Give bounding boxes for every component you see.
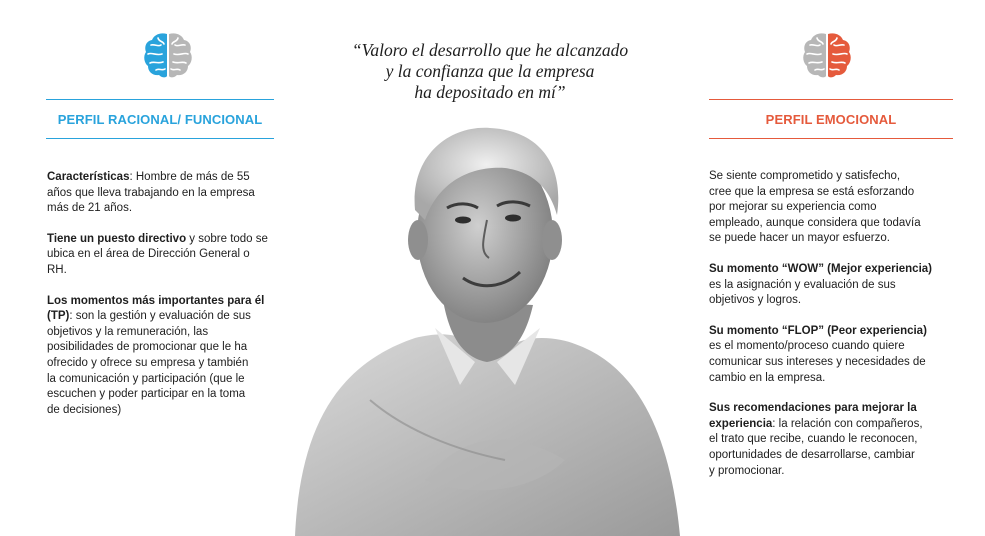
rational-profile-heading: PERFIL RACIONAL/ FUNCIONAL bbox=[57, 112, 263, 127]
quote-line: ha depositado en mí” bbox=[414, 82, 566, 102]
text-line: la comunicación y participación (que le bbox=[47, 372, 245, 385]
text-line: objetivos y la remuneración, las bbox=[47, 325, 209, 338]
text-line: RH. bbox=[47, 263, 67, 276]
text-line: es la asignación y evaluación de sus bbox=[709, 278, 896, 291]
heading-bottom-rule bbox=[709, 138, 953, 139]
text-line: : Hombre de más de 55 bbox=[129, 171, 250, 183]
text-line: cree que la empresa se está esforzando bbox=[709, 185, 915, 198]
characteristics-paragraph bbox=[47, 170, 287, 217]
text-line: : son la gestión y evaluación de sus bbox=[69, 310, 251, 323]
quote-line: y la confianza que la empresa bbox=[385, 61, 595, 81]
text-line: de decisiones) bbox=[47, 403, 122, 416]
wow-moment-paragraph bbox=[709, 262, 949, 309]
text-line: ofrecido y ofrece su empresa y también bbox=[47, 356, 249, 369]
heading-top-rule bbox=[709, 99, 953, 100]
text-line: cambio en la empresa. bbox=[709, 371, 826, 384]
text-line: más de 21 años. bbox=[47, 202, 133, 215]
important-moments-label-2: (TP) bbox=[47, 310, 70, 323]
man-portrait-image bbox=[275, 100, 700, 536]
commitment-paragraph bbox=[709, 169, 949, 247]
heading-top-rule bbox=[46, 99, 274, 100]
text-line: el trato que recibe, cuando le reconocen, bbox=[709, 433, 918, 446]
text-line: oportunidades de desarrollarse, cambiar bbox=[709, 448, 915, 461]
emotional-profile-heading: PERFIL EMOCIONAL bbox=[765, 112, 897, 127]
flop-moment-label: Su momento “FLOP” (Peor experiencia) bbox=[709, 324, 927, 337]
text-line: posibilidades de promocionar que le ha bbox=[47, 341, 248, 354]
important-moments-label: Los momentos más importantes para él bbox=[47, 294, 265, 307]
testimonial-quote bbox=[320, 40, 660, 103]
text-line: escuchen y poder participar en la toma bbox=[47, 388, 246, 401]
rational-profile-text bbox=[47, 170, 287, 433]
recommendations-label: Sus recomendaciones para mejorar la bbox=[709, 402, 917, 415]
position-paragraph bbox=[47, 232, 287, 279]
text-line: Se siente comprometido y satisfecho, bbox=[709, 170, 901, 182]
text-line: años que lleva trabajando en la empresa bbox=[47, 186, 255, 199]
brain-icon bbox=[142, 30, 194, 80]
emotional-profile-text bbox=[709, 169, 949, 494]
text-line: y sobre todo se bbox=[186, 232, 268, 245]
text-line: ubica en el área de Dirección General o bbox=[47, 248, 250, 261]
text-line: objetivos y logros. bbox=[709, 294, 802, 307]
recommendations-label-2: experiencia bbox=[709, 417, 773, 430]
wow-moment-label: Su momento “WOW” (Mejor experiencia) bbox=[709, 262, 932, 275]
text-line: se puede hacer un mayor esfuerzo. bbox=[709, 232, 890, 245]
recommendations-paragraph bbox=[709, 401, 949, 479]
text-line: es el momento/proceso cuando quiere bbox=[709, 340, 905, 353]
flop-moment-paragraph bbox=[709, 324, 949, 386]
text-line: y promocionar. bbox=[709, 464, 785, 477]
quote-line: “Valoro el desarrollo que he alcanzado bbox=[351, 40, 629, 60]
position-label: Tiene un puesto directivo bbox=[47, 232, 187, 245]
heading-bottom-rule bbox=[46, 138, 274, 139]
characteristics-label: Características bbox=[47, 171, 130, 183]
important-moments-paragraph bbox=[47, 294, 287, 419]
text-line: comunicar sus intereses y necesidades de bbox=[709, 355, 926, 368]
text-line: por mejorar su experiencia como bbox=[709, 201, 877, 214]
brain-icon bbox=[801, 30, 853, 80]
text-line: : la relación con compañeros, bbox=[772, 417, 923, 430]
text-line: empleado, aunque considera que todavía bbox=[709, 216, 921, 229]
